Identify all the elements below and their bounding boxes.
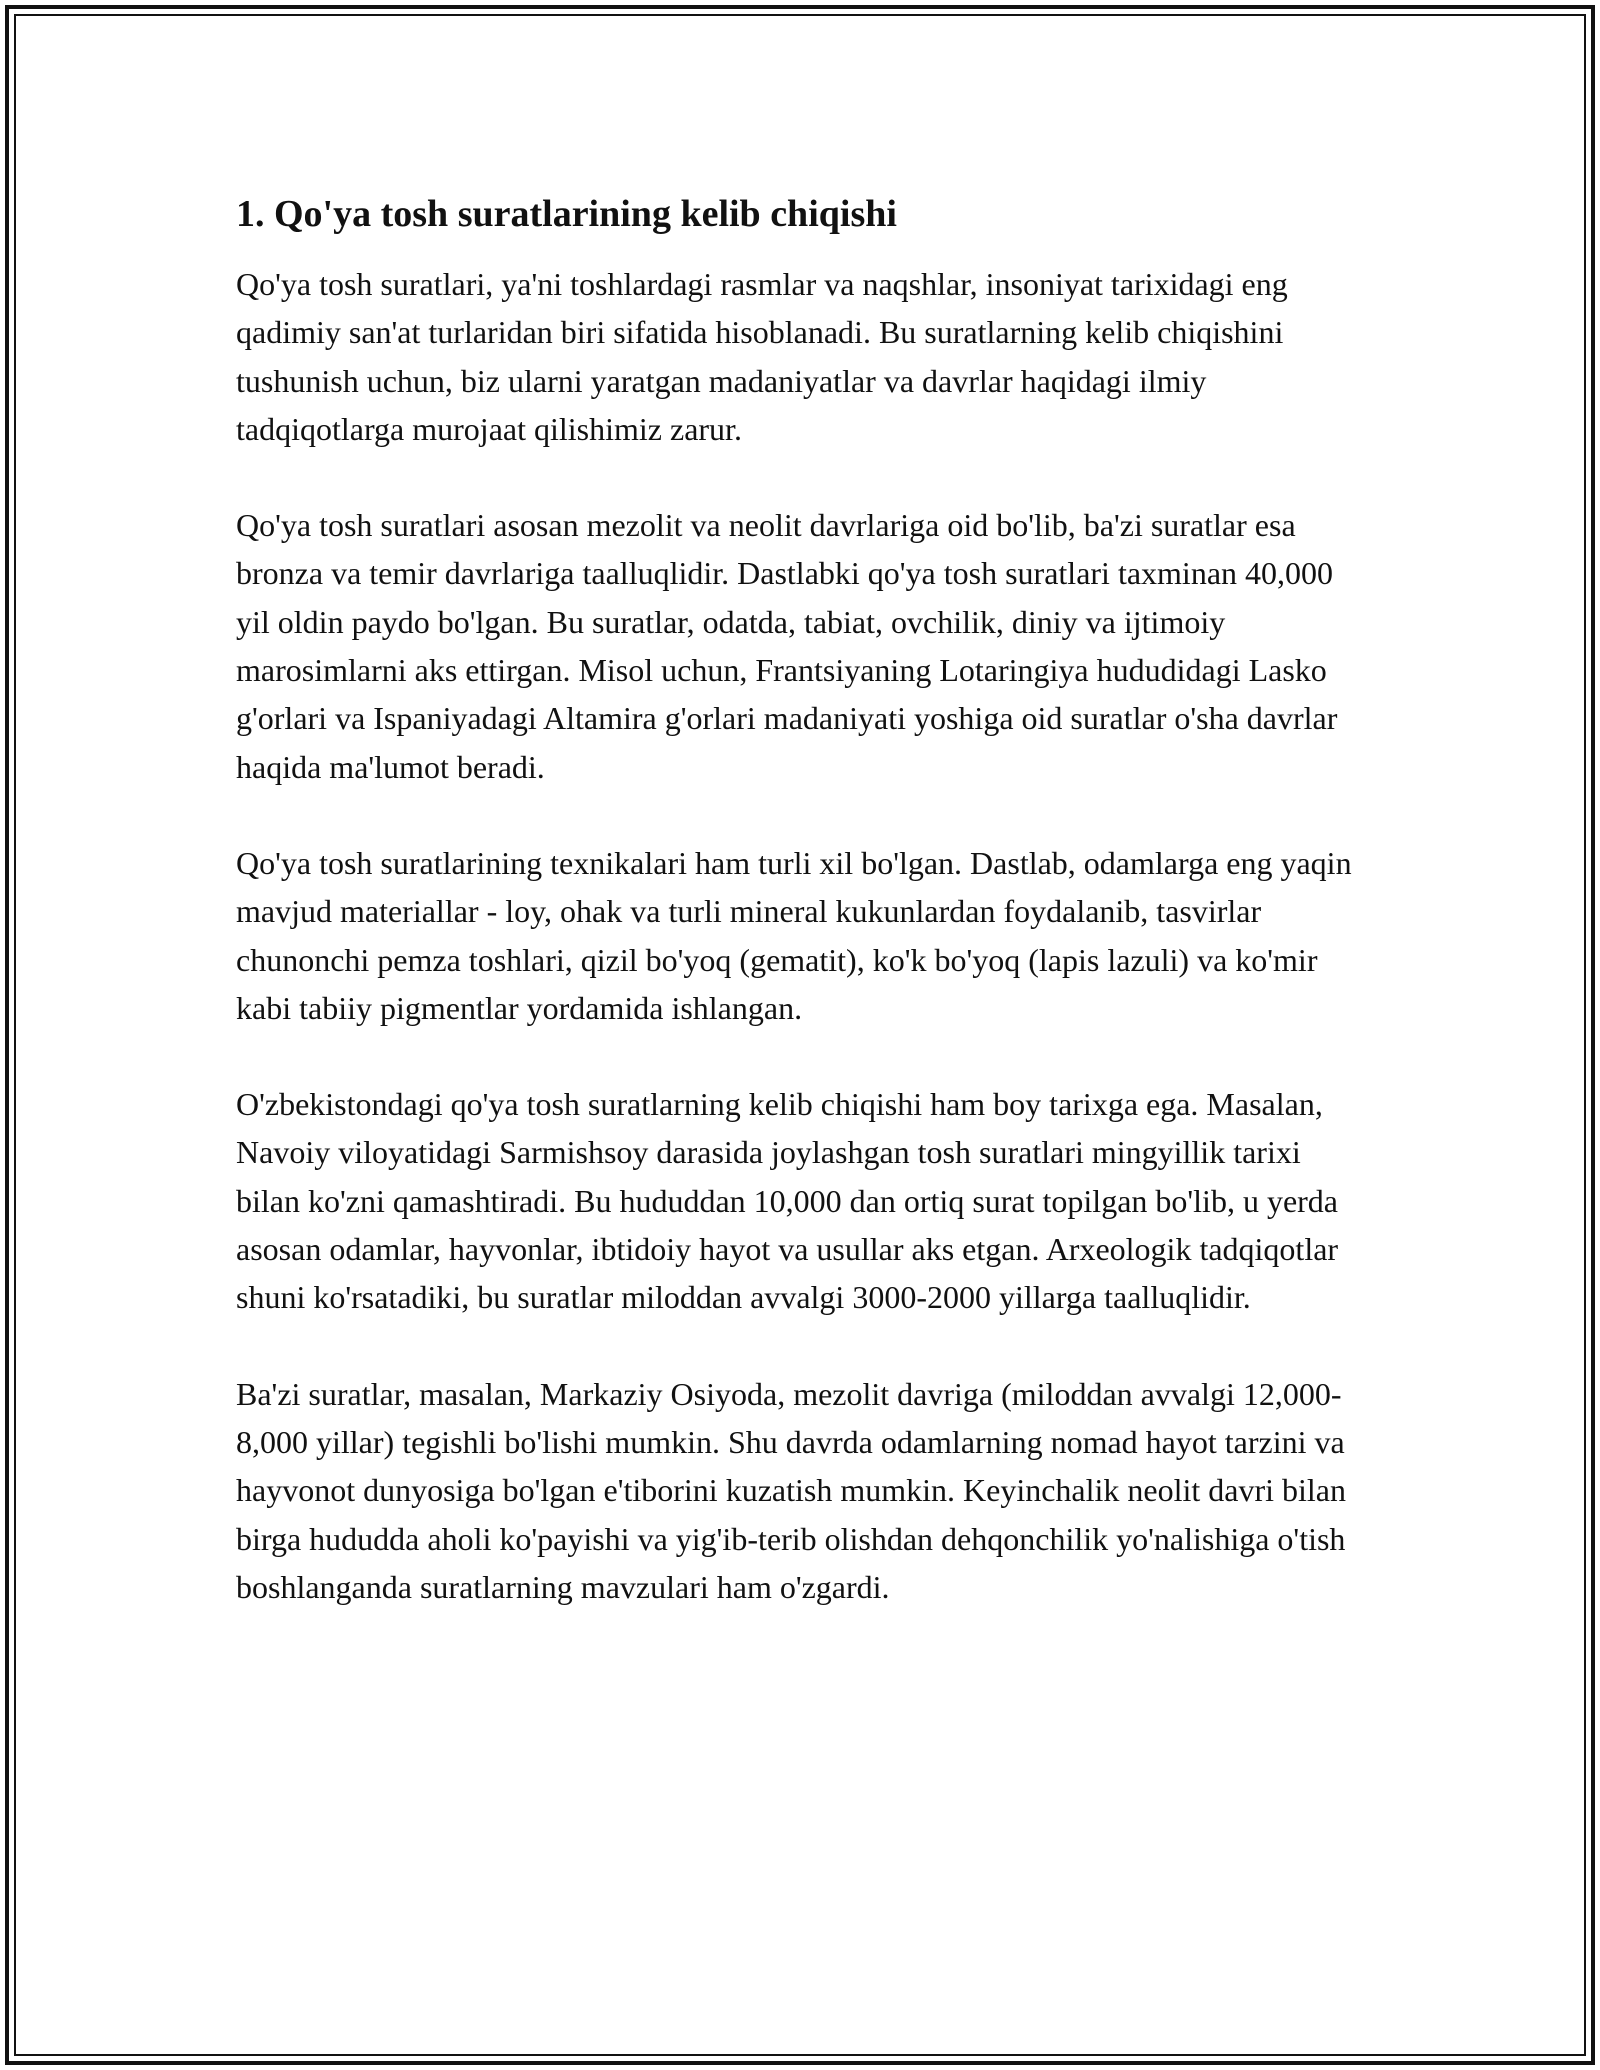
paragraph-2: Qo'ya tosh suratlari asosan mezolit va neolit davrlariga oid bo'lib, ba'zi suratlar esa bronza va temir davrlariga taalluqlidir. Dastlabki qo'ya tosh suratlari taxminan 40,000 yil oldin paydo bo'lgan. Bu suratlar, odatda, tabiat, ovchilik, diniy va ijtimoiy marosimlarni aks ettirgan. Misol uchun, Frantsiyaning Lotaringiya hududidagi Lasko g'orlari va Ispaniyadagi Altamira g'orlari madaniyati yoshiga oid suratlar o'sha davrlar haqida ma'lumot beradi. — [236, 507, 1338, 785]
paragraph-5: Ba'zi suratlar, masalan, Markaziy Osiyoda, mezolit davriga (miloddan avvalgi 12,000-8,000 yillar) tegishli bo'lishi mumkin. Shu davrda odamlarning nomad hayot tarzini va hayvonot dunyosiga bo'lgan e'tiborini kuzatish mumkin. Keyinchalik neolit davri bilan birga hududda aholi ko'payishi va yig'ib-terib olishdan dehqonchilik yo'nalishiga o'tish boshlanganda suratlarning mavzulari ham o'zgardi. — [236, 1375, 1346, 1605]
paragraph-1: Qo'ya tosh suratlari, ya'ni toshlardagi rasmlar va naqshlar, insoniyat tarixidagi eng qadimiy san'at turlaridan biri sifatida hisoblanadi. Bu suratlarning kelib chiqishini tushunish uchun, biz ularni yaratgan madaniyatlar va davrlar haqidagi ilmiy tadqiqotlarga murojaat qilishimiz zarur. — [236, 266, 1288, 447]
paragraph-3: Qo'ya tosh suratlarining texnikalari ham turli xil bo'lgan. Dastlab, odamlarga eng yaqin mavjud materiallar - loy, ohak va turli mineral kukunlardan foydalanib, tasvirlar chunonchi pemza toshlari, qizil bo'yoq (gematit), ko'k bo'yoq (lapis lazuli) va ko'mir kabi tabiiy pigmentlar yordamida ishlangan. — [236, 844, 1352, 1026]
paragraph-4: O'zbekistondagi qo'ya tosh suratlarning kelib chiqishi ham boy tarixga ega. Masalan, Navoiy viloyatidagi Sarmishsoy darasida joylashgan tosh suratlari mingyillik tarixi bilan ko'zni qamashtiradi. Bu hududdan 10,000 dan ortiq surat topilgan bo'lib, u yerda asosan odamlar, hayvonlar, ibtidoiy hayot va usullar aks etgan. Arxeologik tadqiqotlar shuni ko'rsatadiki, bu suratlar miloddan avvalgi 3000-2000 yillarga taalluqlidir. — [236, 1086, 1339, 1316]
document-body — [236, 186, 1366, 1659]
section-heading: 1. Qo'ya tosh suratlarining kelib chiqishi — [236, 193, 897, 235]
